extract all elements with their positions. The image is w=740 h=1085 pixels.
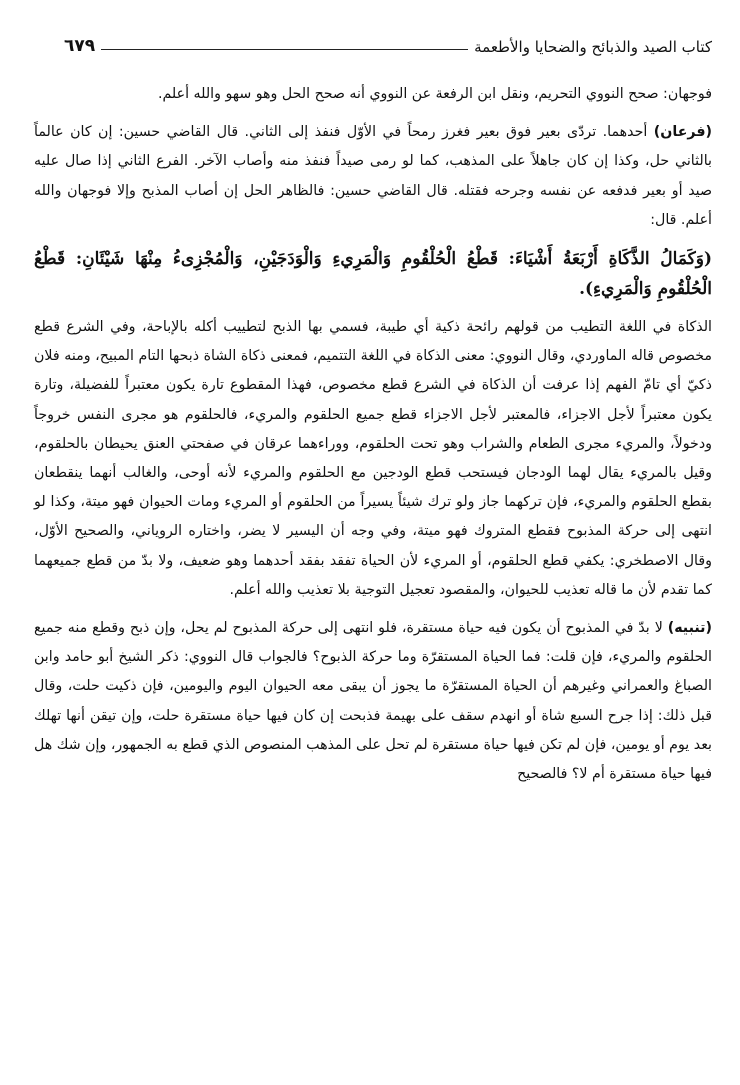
paragraph	[34, 313, 712, 605]
paragraph	[34, 118, 712, 235]
paragraph	[34, 614, 712, 789]
paragraph-text: أحدهما. تردّى بعير فوق بعير فغرز رمحاً في الأوّل فنفذ إلى الثاني. قال القاضي حسين: إن كان عالماً بالثاني حل، وكذا إن كان جاهلاً على المذهب، كما لو رمى صيداً فنفذ منه وأصاب الآخر. الفرع الثاني إذا صال عليه صيد أو بعير فدفعه عن نفسه وجرحه فقتله. قال القاضي حسين: فالظاهر الحل إن أصاب المذبح وإلا فوجهان والله أعلم. قال:	[34, 124, 712, 228]
header-rule	[101, 49, 468, 50]
running-header-title: كتاب الصيد والذبائح والضحايا والأطعمة	[474, 38, 712, 56]
page-number: ٦٧٩	[64, 36, 96, 56]
page-body	[34, 80, 712, 798]
paragraph-text: لا بدّ في المذبوح أن يكون فيه حياة مستقرة، فلو انتهى إلى حركة المذبوح لم يحل، وإن ذبح وقطع منه جميع الحلقوم والمريء، فإن قلت: فما الحياة المستقرّة وما حركة الذبوح؟ فالجواب قال النووي: ذكر الشيخ أبو حامد وابن الصباغ والعمراني وغيرهم أن الحياة المستقرّة ما يجوز أن يبقى معه الحيوان اليوم واليومين، فإن ذكيت حلت، وقال قبل ذلك: إذا جرح السبع شاة أو انهدم سقف على بهيمة فذبحت إن كان فيها حياة مستقرة حلت، وإن تيقن أنها تهلك بعد يوم أو يومين، فإن لم تكن فيها حياة مستقرة لم تحل على المذهب المنصوص الذي قطع به الجمهور، وإن شك هل فيها حياة مستقرة أم لا؟ فالصحيح	[34, 620, 712, 783]
running-header	[64, 26, 712, 60]
matn-quote: (وَكَمَالُ الذَّكَاةِ أَرْبَعَةُ أَشْيَاءَ: قَطْعُ الْحُلْقُومِ وَالْمَرِيءِ وَالْوَدَجَيْنِ، وَالْمُجْزِىءُ مِنْهَا شَيْئَانِ: قَطْعُ الْحُلْقُومِ وَالْمَرِيءِ).	[34, 249, 712, 300]
paragraph-lead: (تنبيه)	[667, 620, 712, 637]
paragraph-text: الذكاة في اللغة التطيب من قولهم رائحة ذكية أي طيبة، فسمي بها الذبح لتطييب أكله بالإباحة، وفي الشرع قطع مخصوص قاله الماوردي، وقال النووي: معنى الذكاة في اللغة التتميم، فمعنى ذكاة الشاة ذبحها التام المبيح، ومنه فلان ذكيّ أي تامّ الفهم إذا عرفت أن الذكاة في الشرع قطع مخصوص، فهذا المقطوع تارة يكون معتبراً للفضيلة، وتارة يكون معتبراً لأجل الاجزاء، فالمعتبر لأجل الاجزاء قطع جميع الحلقوم والمريء، فالحلقوم هو مجرى النفس خروجاً ودخولاً، والمريء مجرى الطعام والشراب وهو تحت الحلقوم، ووراءهما عرقان في صفحتي العنق يحيطان بالحلقوم، وقيل بالمريء يقال لهما الودجان فيستحب قطع الودجين مع الحلقوم والمريء لأنه أوحى، والغالب أنهما ينقطعان بقطع الحلقوم والمريء، فإن تركهما جاز ولو ترك شيئاً يسيراً من الحلقوم أو المريء ومات الحيوان فهو ميتة، وكذا لو انتهى إلى حركة المذبوح فقطع المتروك فهو ميتة، وفي وجه أن اليسير لا يضر، واختاره الروياني، والصحيح الأوّل، وقال الاصطخري: يكفي قطع الحلقوم، أو المريء لأن الحياة تفقد بفقد أحدهما وهو ضعيف، ولا بدّ من قطع جميعهما كما تقدم لأن ما قاله تعذيب للحيوان، والمقصود تعجيل التوجية بلا تعذيب والله أعلم.	[34, 319, 712, 598]
paragraph-lead: (فرعان)	[653, 124, 712, 141]
paragraph	[34, 80, 712, 109]
paragraph-text: فوجهان: صحح النووي التحريم، ونقل ابن الرفعة عن النووي أنه صحح الحل وهو سهو والله أعلم.	[157, 86, 712, 102]
